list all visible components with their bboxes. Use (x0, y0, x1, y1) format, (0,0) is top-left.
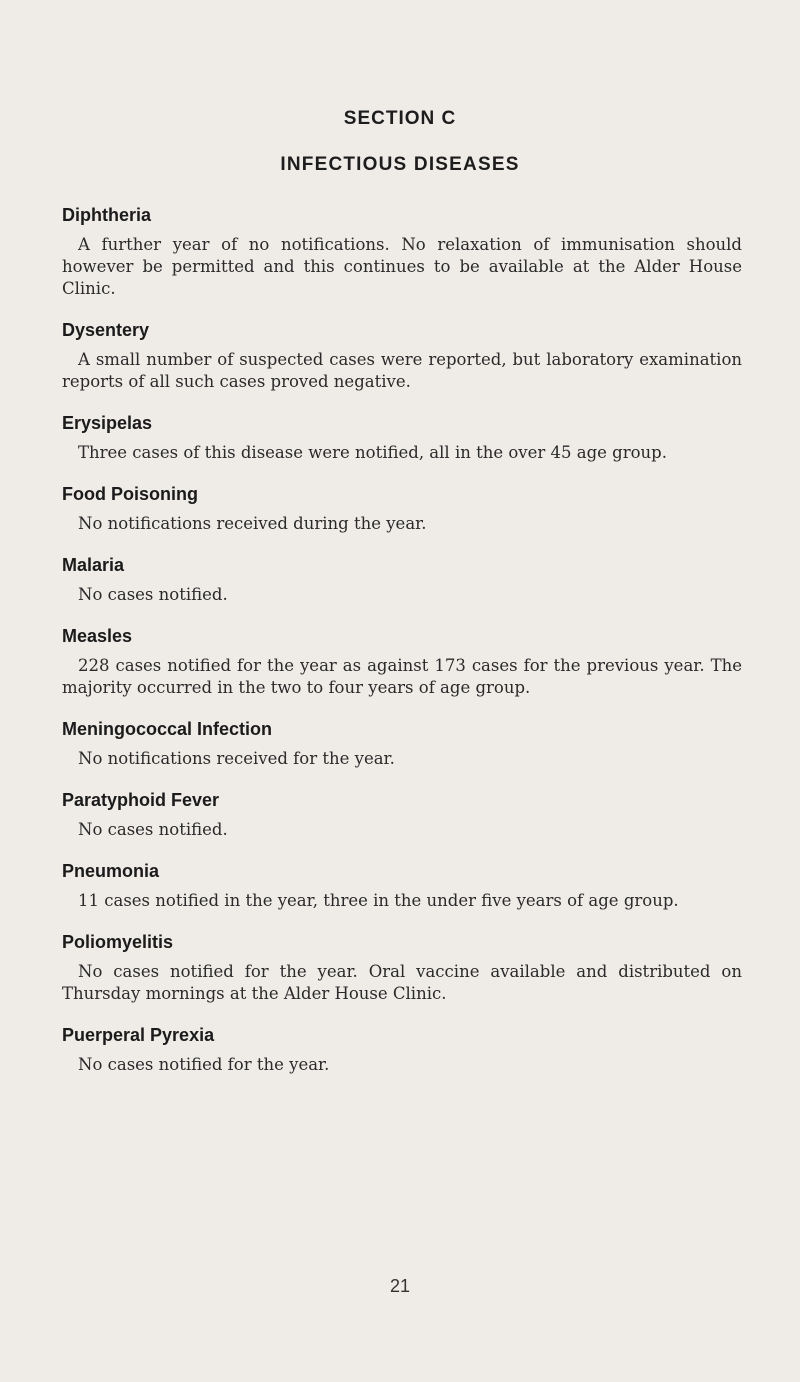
heading-diphtheria: Diphtheria (62, 205, 152, 225)
entry-paratyphoid-fever (62, 789, 742, 841)
text-erysipelas: Three cases of this disease were notified, all in the over 45 age group. (78, 443, 667, 462)
heading-meningococcal-infection: Meningococcal Infection (62, 719, 273, 739)
text-meningococcal-infection: No notifications received for the year. (78, 749, 395, 768)
entry-puerperal-pyrexia (62, 1024, 742, 1076)
entry-pneumonia (62, 860, 742, 912)
heading-poliomyelitis: Poliomyelitis (62, 932, 174, 952)
heading-erysipelas: Erysipelas (62, 413, 153, 433)
entry-poliomyelitis (62, 931, 742, 1005)
text-paratyphoid-fever: No cases notified. (78, 820, 228, 839)
entry-measles (62, 625, 742, 699)
heading-measles: Measles (62, 626, 133, 646)
entry-diphtheria (62, 204, 742, 300)
section-label: SECTION C (343, 108, 457, 129)
heading-puerperal-pyrexia: Puerperal Pyrexia (62, 1025, 215, 1045)
disease-list (62, 204, 742, 1095)
entry-malaria (62, 554, 742, 606)
text-pneumonia: 11 cases notified in the year, three in the under five years of age group. (78, 891, 679, 910)
text-dysentery: A small number of suspected cases were reported, but laboratory examination reports of all such cases proved negative. (62, 350, 742, 391)
entry-meningococcal-infection (62, 718, 742, 770)
page-number: 21 (389, 1276, 411, 1296)
text-diphtheria: A further year of no notifications. No relaxation of immunisation should however be permitted and this continues to be available at the Alder House Clinic. (62, 235, 742, 298)
text-poliomyelitis: No cases notified for the year. Oral vaccine available and distributed on Thursday mornings at the Alder House Clinic. (62, 962, 742, 1003)
text-measles: 228 cases notified for the year as against 173 cases for the previous year. The majority occurred in the two to four years of age group. (62, 656, 742, 697)
text-puerperal-pyrexia: No cases notified for the year. (78, 1055, 330, 1074)
entry-erysipelas (62, 412, 742, 464)
entry-food-poisoning (62, 483, 742, 535)
heading-paratyphoid-fever: Paratyphoid Fever (62, 790, 220, 810)
heading-pneumonia: Pneumonia (62, 861, 160, 881)
heading-malaria: Malaria (62, 555, 125, 575)
section-title: INFECTIOUS DISEASES (280, 154, 520, 175)
heading-food-poisoning: Food Poisoning (62, 484, 198, 504)
heading-dysentery: Dysentery (62, 320, 150, 340)
entry-dysentery (62, 319, 742, 393)
text-malaria: No cases notified. (78, 585, 228, 604)
text-food-poisoning: No notifications received during the year. (78, 514, 427, 533)
